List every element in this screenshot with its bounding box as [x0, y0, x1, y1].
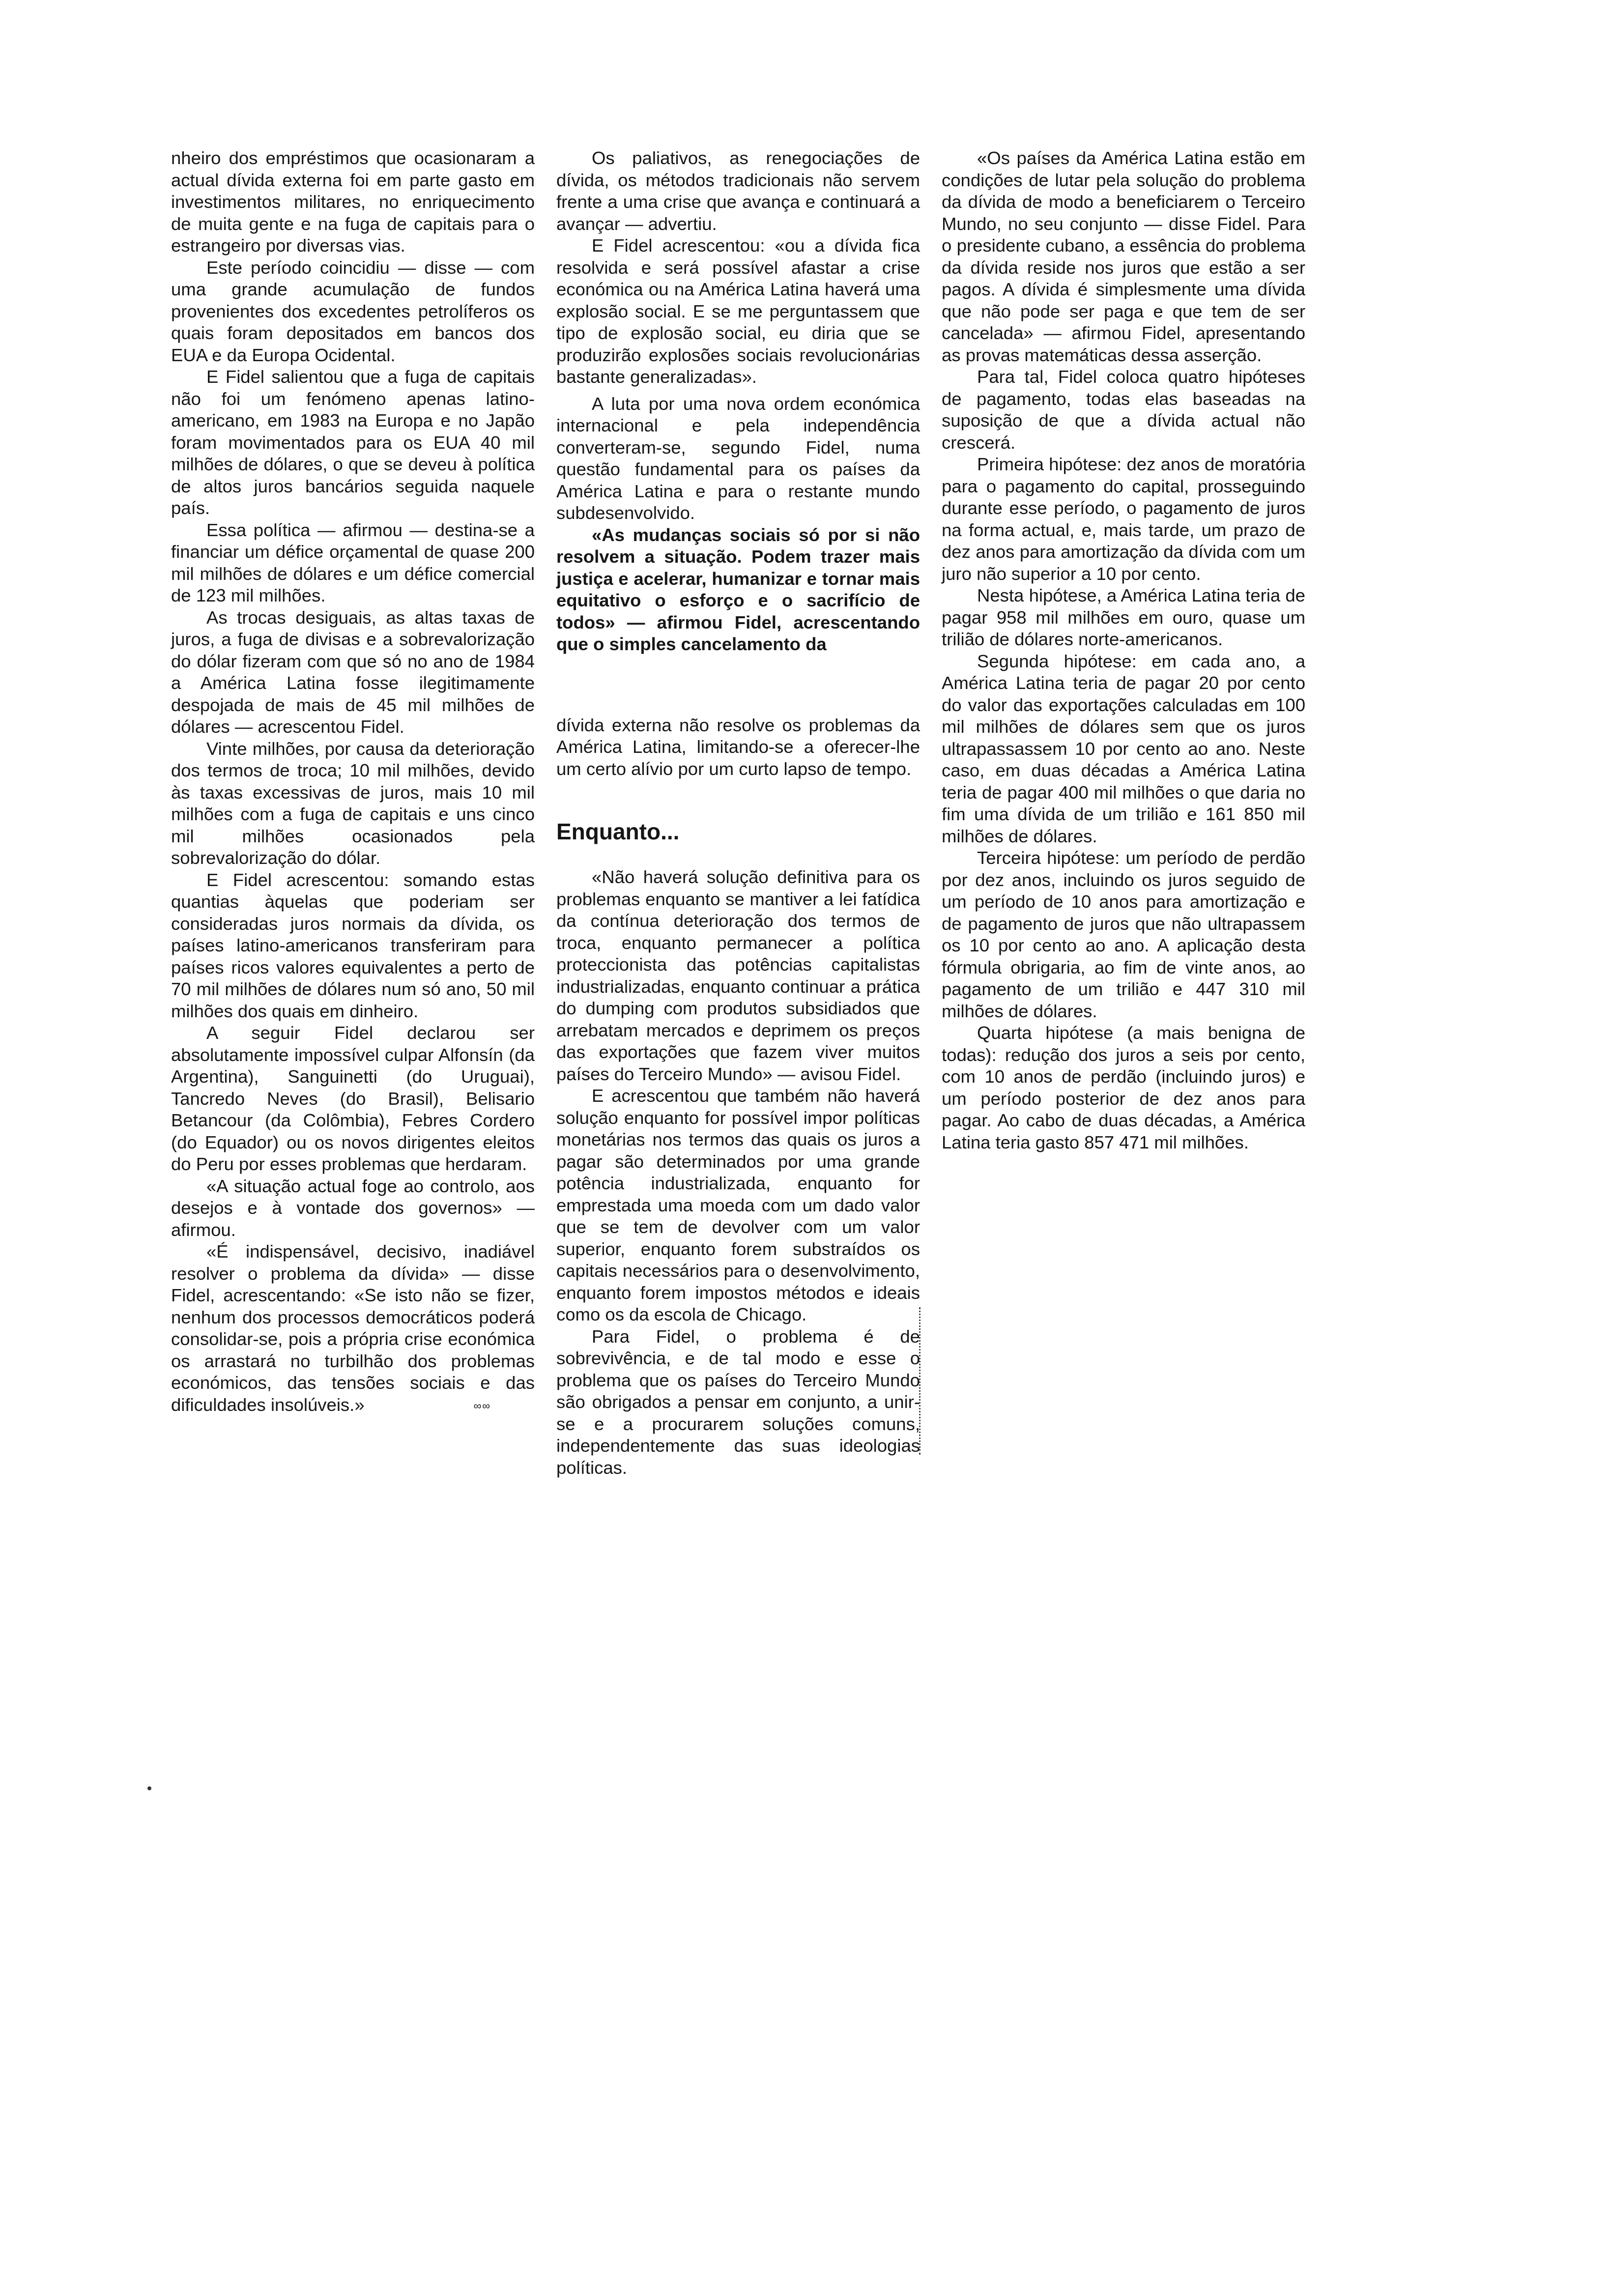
paragraph: Vinte milhões, por causa da deterioração dos termos de troca; 10 mil milhões, devido às taxas excessivas de juros, mais 10 mil milhões com a fuga de capitais e uns cinco mil milhões ocasionados pela sobrevalorização do dólar. — [171, 738, 535, 868]
paragraph-continuation: dívida externa não resolve os problemas da América Latina, limitando-se a oferecer-lhe um certo alívio por um curto lapso de tempo. — [556, 715, 920, 779]
paragraph: Nesta hipótese, a América Latina teria de pagar 958 mil milhões em ouro, quase um trilião de dólares norte-americanos. — [942, 585, 1305, 649]
end-mark: ∞∞ — [473, 1399, 491, 1412]
paragraph: As trocas desiguais, as altas taxas de juros, a fuga de divisas e a sobrevalorização do dólar fizeram com que só no ano de 1984 a América Latina fosse ilegitimamente despojada de mais de 45 mil milhões de dólares — acrescentou Fidel. — [171, 607, 535, 737]
paragraph: Para Fidel, o problema é de sobrevivência, e de tal modo e esse o problema que os países do Terceiro Mundo são obrigados a pensar em conjunto, a unir-se e a procurarem soluções comuns, independentemente das suas ideologias políticas. — [556, 1326, 920, 1478]
paragraph: Primeira hipótese: dez anos de moratória para o pagamento do capital, prosseguindo durante esse período, o pagamento de juros na forma actual, e, mais tarde, um prazo de dez anos para amortização da dívida com um juro não superior a 10 por cento. — [942, 454, 1305, 584]
paragraph: E Fidel acrescentou: «ou a dívida fica resolvida e será possível afastar a crise económica ou na América Latina haverá uma explosão social. E se me perguntassem que tipo de explosão social, eu diria que se produzirão explosões sociais revolucionárias bastante generalizadas». — [556, 235, 920, 387]
paragraph: E acrescentou que também não haverá solução enquanto for possível impor políticas monetárias nos termos das quais os juros a pagar são determinados por uma grande potência industrializada, enquanto for emprestada uma moeda com um dado valor que se tem de devolver com um valor superior, enquanto forem substraídos os capitais necessários para o desenvolvimento, enquanto forem impostos métodos e ideais como os da escola de Chicago. — [556, 1086, 920, 1324]
paragraph-bold: «As mudanças sociais só por si não resolvem a situação. Podem trazer mais justiça e acelerar, humanizar e tornar mais equitativo o esforço e o sacrifício de todos» — afirmou Fidel, acrescentando que o simples cancelamento da — [556, 524, 920, 654]
paragraph: E Fidel acrescentou: somando estas quantias àquelas que poderiam ser consideradas juros normais da dívida, os países latino-americanos transferiram para países ricos valores equivalentes a perto de 70 mil milhões de dólares num só ano, 50 mil milhões dos quais em dinheiro. — [171, 869, 535, 1021]
paragraph: Este período coincidiu — disse — com uma grande acumulação de fundos provenientes dos excedentes petrolíferos os quais foram depositados em bancos dos EUA e da Europa Ocidental. — [171, 257, 535, 365]
paragraph: A luta por uma nova ordem económica internacional e pela independência converteram-se, segundo Fidel, numa questão fundamental para os países da América Latina e para o restante mundo subdesenvolvido. — [556, 393, 920, 523]
paragraph: Os paliativos, as renegociações de dívida, os métodos tradicionais não servem frente a uma crise que avança e continuará a avançar — advertiu. — [556, 148, 920, 234]
paragraph: «Não haverá solução definitiva para os problemas enquanto se mantiver a lei fatídica da contínua deterioração dos termos de troca, enquanto permanecer a política proteccionista das potências capitalistas industrializadas, enquanto continuar a prática do dumping com produtos subsidiados que arrebatam mercados e deprimem os preços das exportações que fazem viver muitos países do Terceiro Mundo» — avisou Fidel. — [556, 867, 920, 1084]
paragraph: Terceira hipótese: um período de perdão por dez anos, incluindo os juros seguido de um período de 10 anos para amortização e de pagamento de juros que não ultrapassem os 10 por cento ao ano. A aplicação desta fórmula obrigaria, ao fim de vinte anos, ao pagamento de um trilião e 447 310 mil milhões de dólares. — [942, 848, 1305, 1021]
paragraph: A seguir Fidel declarou ser absolutamente impossível culpar Alfonsín (da Argentina), Sanguinetti (do Uruguai), Tancredo Neves (do Brasil), Belisario Betancour (da Colômbia), Febres Cordero (do Equador) ou os novos dirigentes eleitos do Peru por esses problemas que herdaram. — [171, 1023, 535, 1174]
paragraph: Essa política — afirmou — destina-se a financiar um défice orçamental de quase 200 mil milhões de dólares e um défice comercial de 123 mil milhões. — [171, 519, 535, 605]
column-3 — [942, 147, 1305, 1153]
paragraph: «Os países da América Latina estão em condições de lutar pela solução do problema da dívida de modo a beneficiarem o Terceiro Mundo, no seu conjunto — disse Fidel. Para o presidente cubano, a essência do problema da dívida reside nos juros que estão a ser pagos. A dívida é simplesmente uma dívida que não pode ser paga e que tem de ser cancelada» — afirmou Fidel, apresentando as provas matemáticas dessa asserção. — [942, 148, 1305, 365]
column-2 — [556, 147, 920, 1479]
margin-marks — [919, 1307, 927, 1455]
column-1 — [171, 147, 535, 1417]
section-heading: Enquanto... — [556, 819, 680, 844]
paragraph: «A situação actual foge ao controlo, aos desejos e à vontade dos governos» — afirmou. — [171, 1176, 535, 1240]
scan-artifact — [147, 1786, 151, 1790]
paragraph-last — [171, 1241, 535, 1417]
paragraph-text: «É indispensável, decisivo, inadiável resolver o problema da dívida» — disse Fidel, acrescentando: «Se isto não se fizer, nenhum dos processos democráticos poderá consolidar-se, pois a própria crise económica os arrastará no turbilhão dos problemas económicos, das tensões sociais e das dificuldades insolúveis.» — [171, 1241, 535, 1415]
paragraph: nheiro dos empréstimos que ocasionaram a actual dívida externa foi em parte gasto em investimentos militares, no enriquecimento de muita gente e na fuga de capitais para o estrangeiro por diversas vias. — [171, 148, 535, 256]
paragraph: Segunda hipótese: em cada ano, a América Latina teria de pagar 20 por cento do valor das exportações calculadas em 100 mil milhões de dólares sem que os juros ultrapassassem 10 por cento ao ano. Neste caso, em duas décadas a América Latina teria de pagar 400 mil milhões o que daria no fim uma dívida de um trilião e 161 850 mil milhões de dólares. — [942, 651, 1305, 846]
paragraph: E Fidel salientou que a fuga de capitais não foi um fenómeno apenas latino-americano, em 1983 na Europa e no Japão foram movimentados para os EUA 40 mil milhões de dólares, o que se deveu à política de altos juros bancários seguida naquele país. — [171, 367, 535, 518]
paragraph: Para tal, Fidel coloca quatro hipóteses de pagamento, todas elas baseadas na suposição de que a dívida actual não crescerá. — [942, 367, 1305, 453]
paragraph: Quarta hipótese (a mais benigna de todas): redução dos juros a seis por cento, com 10 anos de perdão (incluindo juros) e um período posterior de dez anos para pagar. Ao cabo de duas décadas, a América Latina teria gasto 857 471 mil milhões. — [942, 1023, 1305, 1152]
